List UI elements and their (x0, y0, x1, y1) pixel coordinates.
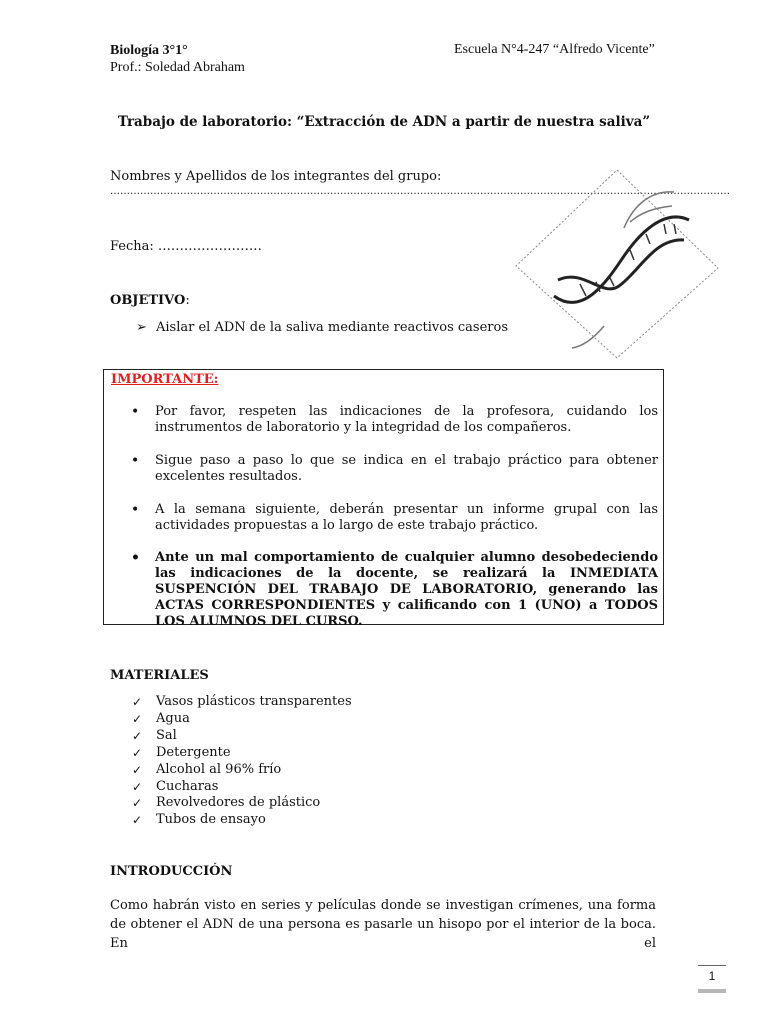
materials-heading: MATERIALES (110, 668, 209, 683)
list-item-text: Detergente (156, 744, 231, 760)
check-icon: ✓ (132, 813, 143, 828)
list-item (132, 694, 352, 711)
bullet-icon: • (131, 550, 140, 566)
list-item-text: Revolvedores de plástico (156, 795, 321, 811)
list-item (132, 711, 352, 728)
objective-heading (110, 293, 190, 308)
check-icon: ✓ (132, 745, 143, 760)
list-item-text: Sal (156, 727, 177, 743)
important-item-text: Por favor, respeten las indicaciones de la profesora, cuidando los instrumentos de laboratorio y la integridad de los compañeros. (155, 404, 658, 435)
group-names-label: Nombres y Apellidos de los integrantes del grupo: (110, 169, 442, 184)
important-item (131, 404, 658, 436)
list-item (132, 795, 352, 812)
important-box (103, 369, 664, 629)
subject-label: Biología 3°1° (110, 43, 188, 58)
teacher-label: Prof.: Soledad Abraham (110, 60, 245, 75)
important-item (131, 502, 658, 534)
bullet-icon: • (131, 502, 140, 518)
school-label: Escuela N°4-247 “Alfredo Vicente” (454, 42, 655, 57)
list-item (132, 762, 352, 779)
check-icon: ✓ (132, 728, 143, 743)
important-item-text: A la semana siguiente, deberán presentar un informe grupal con las actividades propuestas a lo largo de este trabajo práctico. (155, 502, 658, 533)
important-item-text: Ante un mal comportamiento de cualquier alumno desobedeciendo las indicaciones de la docente, se realizará la INMEDIATA SUSPENCIÓN DEL TRABAJO DE LABORATORIO, generando las ACTAS CORRESPONDIENTES y calificando con 1 (UNO) a TODOS LOS ALUMNOS DEL CURSO. (155, 550, 658, 629)
objective-heading-colon: : (185, 293, 190, 308)
objective-item (136, 320, 508, 335)
page-number: 1 (708, 969, 716, 983)
list-item-text: Alcohol al 96% frío (156, 761, 282, 777)
bullet-icon: • (131, 453, 140, 469)
materials-list (132, 694, 352, 829)
list-item (132, 812, 352, 829)
introduction-heading: INTRODUCCIÓN (110, 864, 233, 879)
check-icon: ✓ (132, 762, 143, 777)
list-item-text: Agua (156, 710, 190, 726)
dna-helix-icon (514, 168, 720, 360)
list-item (132, 728, 352, 745)
list-item-text: Cucharas (156, 778, 219, 794)
list-item (132, 745, 352, 762)
objective-heading-text: OBJETIVO (110, 293, 186, 308)
list-item-text: Tubos de ensayo (156, 812, 266, 828)
important-item (131, 453, 658, 485)
list-item (132, 779, 352, 796)
document-title: Trabajo de laboratorio: “Extracción de ADN a partir de nuestra saliva” (117, 114, 651, 130)
important-heading: IMPORTANTE: (111, 372, 219, 387)
objective-item-text: Aislar el ADN de la saliva mediante reactivos caseros (156, 320, 509, 335)
introduction-paragraph: Como habrán visto en series y películas donde se investigan crímenes, una forma de obtener el ADN de una persona es pasarle un hisopo por el interior de la boca. En el (110, 898, 656, 951)
arrow-bullet-icon: ➢ (136, 320, 147, 335)
check-icon: ✓ (132, 695, 143, 709)
important-item-text: Sigue paso a paso lo que se indica en el trabajo práctico para obtener excelentes resultados. (155, 453, 658, 484)
page-number-rule (698, 965, 726, 966)
date-field: Fecha: …………………… (110, 239, 262, 254)
bullet-icon: • (131, 404, 140, 420)
page-number-bar (698, 989, 726, 993)
check-icon: ✓ (132, 711, 143, 726)
group-names-blank: …………………………………………………………………………………………………………………………………………………………………… (110, 186, 730, 197)
check-icon: ✓ (132, 779, 143, 794)
important-item-warning (131, 550, 658, 630)
header-left (110, 42, 245, 76)
list-item-text: Vasos plásticos transparentes (156, 694, 352, 709)
check-icon: ✓ (132, 796, 143, 811)
